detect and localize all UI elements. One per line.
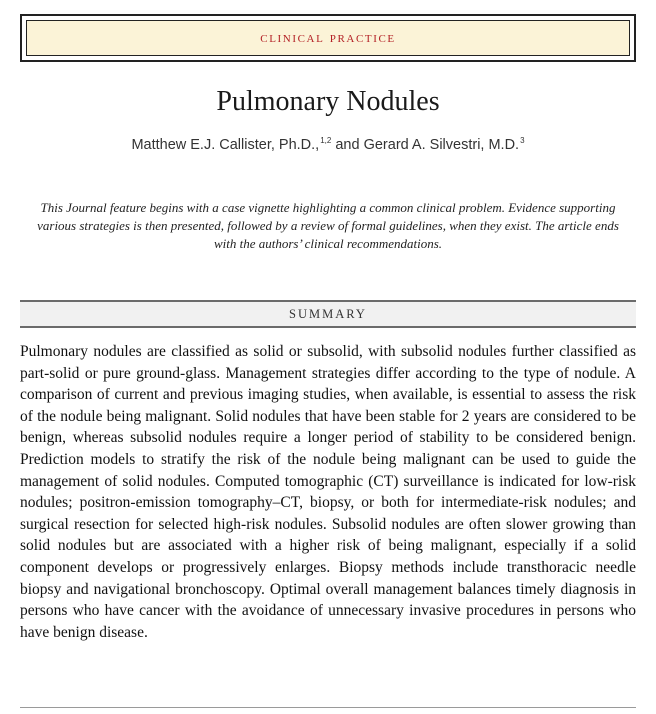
summary-text: Pulmonary nodules are classified as solid or subsolid, with subsolid nodules further classified as part-solid or pure ground-glass. Management strategies differ according to the type of nodule. A comparison of current and previous imaging studies, when available, is essential to assess the risk of the nodule being malignant. Solid nodules that have been stable for 2 years are considered to be benign, whereas subsolid nodules require a longer period of stability to be considered benign. Prediction models to stratify the risk of the nodule being malignant can be used to guide the management of solid nodules. Computed tomographic (CT) surveillance is indicated for low-risk nodules; positron-emission tomography–CT, biopsy, or both for intermediate-risk nodules; and surgical resection for selected high-risk nodules. Subsolid nodules are often slower growing than solid nodules but are associated with a higher risk of being malignant, especially if a solid component develops or progressively enlarges. Biopsy methods include transthoracic needle biopsy and navigational bronchoscopy. Optimal overall management balances timely diagnosis in persons who have cancer with the avoidance of unnecessary invasive procedures in persons who have benign disease. <box>20 343 636 641</box>
section-banner <box>20 14 636 62</box>
summary-heading: SUMMARY <box>289 306 367 321</box>
author-name: Gerard A. Silvestri, M.D. <box>363 137 520 153</box>
feature-intro: This Journal feature begins with a case vignette highlighting a common clinical problem. Evidence supporting various strategies is then presented, followed by a review of formal guidelines, when they exist. The article ends with the authors’ clinical recommendations. <box>37 200 619 251</box>
section-label: clinical practice <box>260 29 396 46</box>
divider <box>20 707 636 708</box>
section-banner-inner <box>26 20 630 56</box>
author-name: Matthew E.J. Callister, Ph.D., <box>131 137 320 153</box>
author-affiliation: 1,2 <box>320 136 332 145</box>
article-title: Pulmonary Nodules <box>216 86 440 117</box>
summary-header <box>20 300 636 328</box>
author-line <box>0 136 656 153</box>
author-joiner: and <box>331 137 364 153</box>
author-affiliation: 3 <box>520 136 525 145</box>
